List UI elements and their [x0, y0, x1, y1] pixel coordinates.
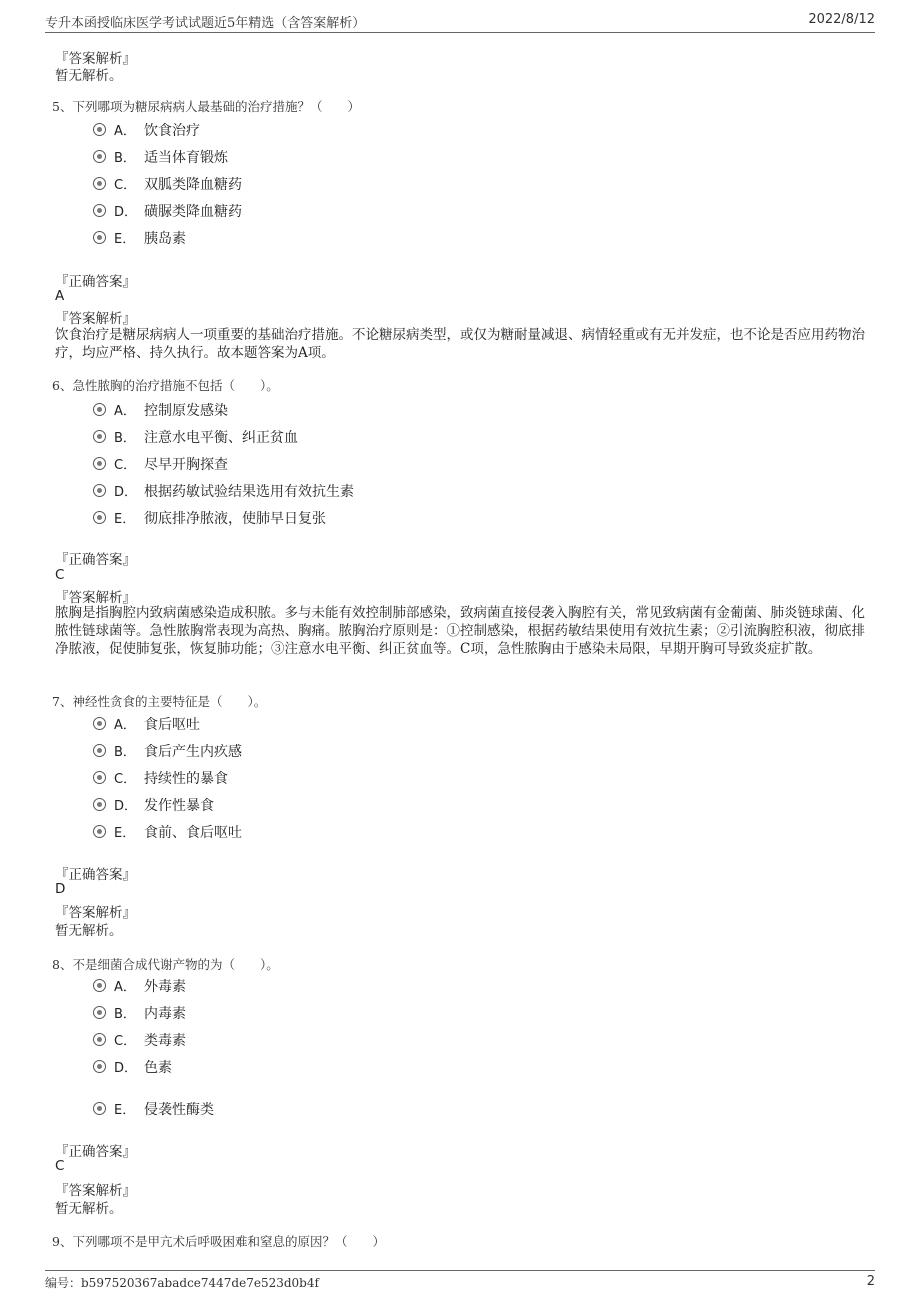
radio-icon[interactable]: [93, 150, 106, 163]
q7-option-c[interactable]: C． 持续性的暴食: [93, 768, 228, 786]
question-9-stem: 9、下列哪项不是甲亢术后呼吸困难和窒息的原因？（ ）: [52, 1234, 385, 1249]
q5-analysis-label: 『答案解析』: [55, 311, 136, 327]
radio-icon[interactable]: [93, 177, 106, 190]
q5-option-a[interactable]: A． 饮食治疗: [93, 120, 200, 138]
document-code: 编号：b597520367abadce7447de7e523d0b4f: [45, 1276, 319, 1290]
q6-option-a[interactable]: A． 控制原发感染: [93, 400, 228, 418]
radio-icon[interactable]: [93, 123, 106, 136]
q8-answer: C: [55, 1158, 65, 1174]
radio-icon[interactable]: [93, 717, 106, 730]
q5-option-e[interactable]: E． 胰岛素: [93, 228, 186, 246]
q6-option-b[interactable]: B． 注意水电平衡、纠正贫血: [93, 427, 298, 445]
q8-option-a[interactable]: A． 外毒素: [93, 976, 186, 994]
q7-option-b[interactable]: B． 食后产生内疚感: [93, 741, 242, 759]
radio-icon[interactable]: [93, 1060, 106, 1073]
radio-icon[interactable]: [93, 403, 106, 416]
radio-icon[interactable]: [93, 511, 106, 524]
question-7-stem: 7、神经性贪食的主要特征是（ ）。: [52, 694, 267, 709]
q8-option-b[interactable]: B． 内毒素: [93, 1003, 186, 1021]
document-date: 2022/8/12: [808, 12, 875, 27]
q6-answer-label: 『正确答案』: [55, 552, 136, 568]
radio-icon[interactable]: [93, 771, 106, 784]
q7-option-d[interactable]: D． 发作性暴食: [93, 795, 214, 813]
q6-analysis: 脓胸是指胸腔内致病菌感染造成积脓。多与未能有效控制肺部感染，致病菌直接侵袭入胸腔有关，常见致病菌有金葡菌、肺炎链球菌、化脓性链球菌等。急性脓胸常表现为高热、胸痛。脓胸治疗原则是：①控制感染，根据药敏结果使用有效抗生素；②引流胸腔积液，彻底排净脓液，促使肺复张，恢复肺功能；③注意水电平衡、纠正贫血等。C项，急性脓胸由于感染未局限，早期开胸可导致炎症扩散。: [55, 605, 865, 657]
q7-answer-label: 『正确答案』: [55, 867, 136, 883]
q6-analysis-label: 『答案解析』: [55, 590, 136, 606]
question-5-stem: 5、下列哪项为糖尿病病人最基础的治疗措施？（ ）: [52, 99, 360, 114]
radio-icon[interactable]: [93, 204, 106, 217]
q5-option-d[interactable]: D． 磺脲类降血糖药: [93, 201, 242, 219]
q5-answer-label: 『正确答案』: [55, 274, 136, 290]
radio-icon[interactable]: [93, 430, 106, 443]
question-8-stem: 8、不是细菌合成代谢产物的为（ ）。: [52, 957, 279, 972]
q8-analysis: 暂无解析。: [55, 1201, 123, 1217]
q8-analysis-label: 『答案解析』: [55, 1183, 136, 1199]
q6-option-e[interactable]: E． 彻底排净脓液，使肺早日复张: [93, 508, 326, 526]
q8-answer-label: 『正确答案』: [55, 1144, 136, 1160]
q7-analysis: 暂无解析。: [55, 923, 123, 939]
q5-option-b[interactable]: B． 适当体育锻炼: [93, 147, 228, 165]
question-6-stem: 6、急性脓胸的治疗措施不包括（ ）。: [52, 378, 279, 393]
radio-icon[interactable]: [93, 484, 106, 497]
q5-answer: A: [55, 288, 65, 304]
analysis-label: 『答案解析』: [55, 51, 136, 67]
q8-option-e[interactable]: E． 侵袭性酶类: [93, 1099, 214, 1117]
document-title: 专升本函授临床医学考试试题近5年精选（含答案解析）: [45, 16, 366, 31]
q5-analysis: 饮食治疗是糖尿病病人一项重要的基础治疗措施。不论糖尿病类型，或仅为糖耐量减退、病情轻重或有无并发症，也不论是否应用药物治疗，均应严格、持久执行。故本题答案为A项。: [55, 327, 865, 361]
q6-answer: C: [55, 567, 65, 583]
page-footer: [45, 1270, 875, 1291]
radio-icon[interactable]: [93, 231, 106, 244]
radio-icon[interactable]: [93, 825, 106, 838]
radio-icon[interactable]: [93, 457, 106, 470]
q7-option-a[interactable]: A． 食后呕吐: [93, 714, 200, 732]
page-header: [45, 12, 875, 33]
q7-analysis-label: 『答案解析』: [55, 905, 136, 921]
radio-icon[interactable]: [93, 1033, 106, 1046]
analysis-text: 暂无解析。: [55, 68, 123, 84]
q6-option-c[interactable]: C． 尽早开胸探查: [93, 454, 228, 472]
radio-icon[interactable]: [93, 1102, 106, 1115]
q5-option-c[interactable]: C． 双胍类降血糖药: [93, 174, 242, 192]
radio-icon[interactable]: [93, 744, 106, 757]
q7-option-e[interactable]: E． 食前、食后呕吐: [93, 822, 242, 840]
radio-icon[interactable]: [93, 1006, 106, 1019]
q8-option-d[interactable]: D． 色素: [93, 1057, 172, 1075]
q7-answer: D: [55, 881, 66, 897]
radio-icon[interactable]: [93, 979, 106, 992]
radio-icon[interactable]: [93, 798, 106, 811]
page-number: 2: [866, 1274, 875, 1289]
q6-option-d[interactable]: D． 根据药敏试验结果选用有效抗生素: [93, 481, 354, 499]
q8-option-c[interactable]: C． 类毒素: [93, 1030, 186, 1048]
